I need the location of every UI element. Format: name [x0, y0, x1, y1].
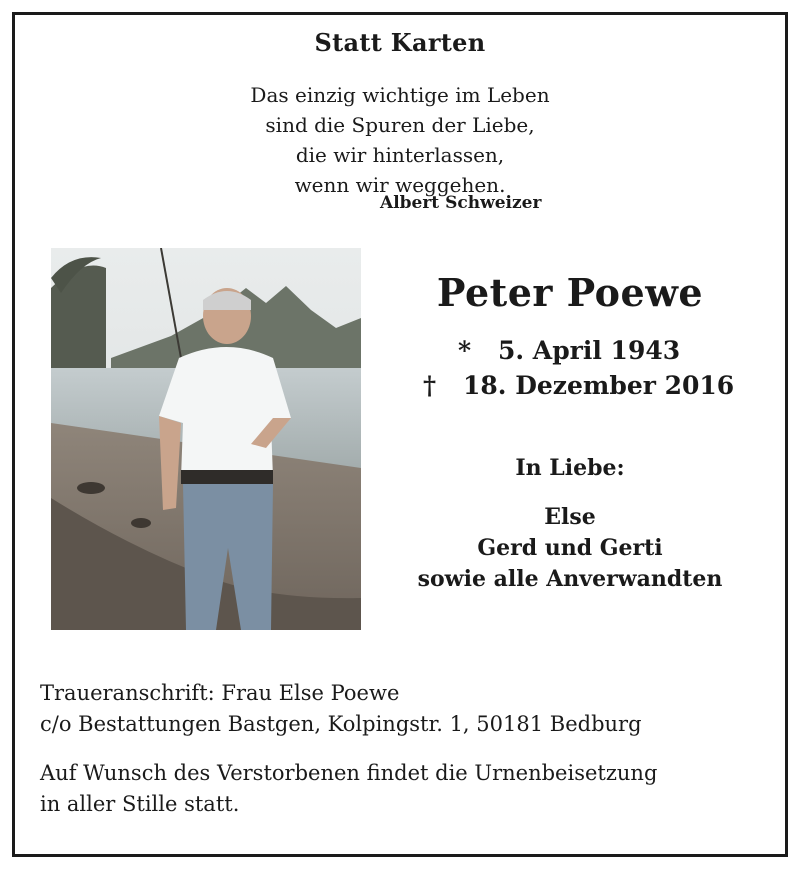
portrait-photo	[51, 248, 361, 630]
mourners-list	[370, 502, 770, 595]
death-cross-icon: †	[423, 371, 437, 400]
quote-line: die wir hinterlassen,	[295, 143, 505, 167]
death-date: 18. Dezember 2016	[463, 371, 735, 400]
birth-line	[458, 336, 680, 365]
mourners-label: In Liebe:	[515, 455, 625, 481]
quote	[0, 80, 800, 200]
notice-line: Auf Wunsch des Verstorbenen findet die Urnenbeisetzung	[40, 761, 658, 785]
quote-line: sind die Spuren der Liebe,	[265, 113, 535, 137]
birth-star-icon: *	[458, 336, 472, 365]
portrait-photo-image	[51, 248, 361, 630]
notice-line: in aller Stille statt.	[40, 792, 240, 816]
deceased-name: Peter Poewe	[436, 270, 704, 315]
address-line: c/o Bestattungen Bastgen, Kolpingstr. 1, 50181 Bedburg	[40, 712, 642, 736]
mourner-name: Gerd und Gerti	[477, 535, 663, 561]
funeral-notice	[40, 758, 657, 820]
quote-line: Das einzig wichtige im Leben	[250, 83, 550, 107]
birth-date: 5. April 1943	[498, 336, 681, 365]
death-line	[423, 371, 734, 400]
address-line: Traueranschrift: Frau Else Poewe	[40, 681, 400, 705]
heading: Statt Karten	[314, 28, 486, 57]
mourning-address	[40, 678, 642, 740]
quote-author: Albert Schweizer	[380, 193, 542, 213]
mourner-name: Else	[544, 504, 596, 530]
mourner-name: sowie alle Anverwandten	[417, 566, 723, 592]
quote-line: wenn wir weggehen.	[294, 173, 506, 197]
